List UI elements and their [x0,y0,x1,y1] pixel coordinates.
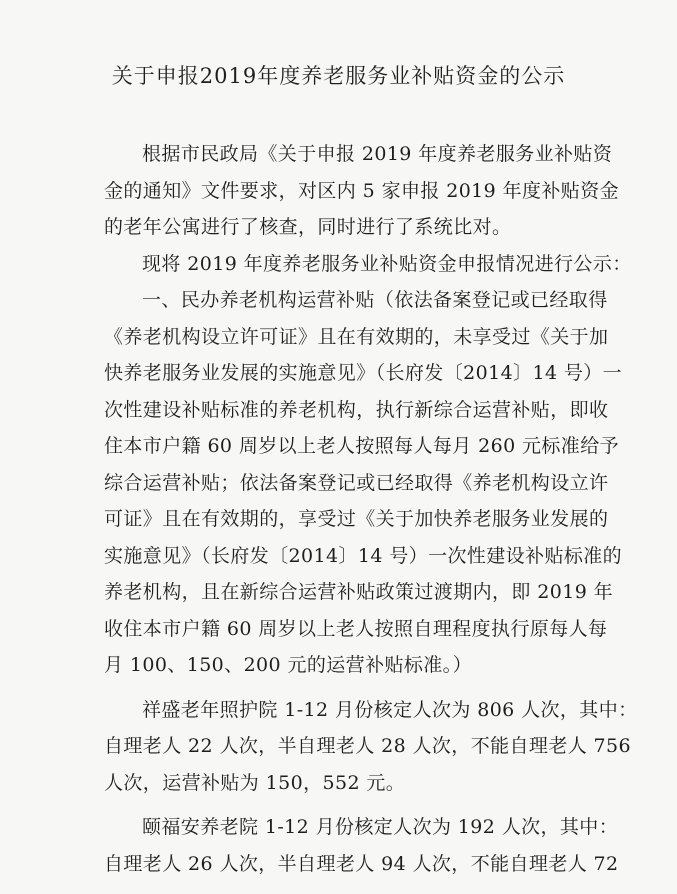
paragraph [104,692,638,802]
paragraph-line: 快养老服务业发展的实施意见》（长府发〔2014〕14 号）一 [104,362,623,384]
paragraph-line: 自理老人 22 人次，半自理老人 28 人次，不能自理老人 756 [104,735,632,757]
paragraph-line: 祥盛老年照护院 1-12 月份核定人次为 806 人次，其中： [142,698,638,721]
paragraph-line: 《养老机构设立许可证》且在有效期的，未享受过《关于加 [104,325,609,348]
paragraph-line: 住本市户籍 60 周岁以上老人按照每人每月 260 元标准给予 [104,435,620,457]
paragraph [104,809,619,882]
paragraph-line: 一、民办养老机构运营补贴（依法备案登记或已经取得 [142,289,608,311]
paragraph [104,282,623,684]
paragraph-line: 综合运营补贴；依法备案登记或已经取得《养老机构设立许 [104,471,609,494]
paragraph [104,136,620,246]
document-title: 关于申报2019年度养老服务业补贴资金的公示 [111,64,566,88]
paragraph-line: 收住本市户籍 60 周岁以上老人按照自理程度执行原每人每 [104,617,608,640]
paragraph-line: 现将 2019 年度养老服务业补贴资金申报情况进行公示： [142,252,632,275]
document-body [104,136,638,882]
paragraph-line: 的老年公寓进行了核查，同时进行了系统比对。 [104,216,512,238]
paragraph-line: 自理老人 26 人次，半自理老人 94 人次，不能自理老人 72 [104,852,619,875]
paragraph-line: 实施意见》（长府发〔2014〕14 号）一次性建设补贴标准的 [104,544,623,567]
paragraph [104,246,632,283]
paragraph-line: 次性建设补贴标准的养老机构，执行新综合运营补贴，即收 [104,398,609,421]
paragraph-line: 根据市民政局《关于申报 2019 年度养老服务业补贴资 [142,143,613,165]
paragraph-line: 人次，运营补贴为 150，552 元。 [104,771,406,794]
paragraph-line: 可证》且在有效期的，享受过《关于加快养老服务业发展的 [104,508,609,530]
paragraph-line: 颐福安养老院 1-12 月份核定人次为 192 人次，其中： [142,816,619,838]
paragraph-line: 月 100、150、200 元的运营补贴标准。） [104,654,472,676]
paragraph-line: 金的通知》文件要求，对区内 5 家申报 2019 年度补贴资金 [104,179,620,202]
paragraph-gap [104,801,591,809]
paragraph-line: 养老机构，且在新综合运营补贴政策过渡期内，即 2019 年 [104,581,614,603]
paragraph-gap [104,684,591,692]
